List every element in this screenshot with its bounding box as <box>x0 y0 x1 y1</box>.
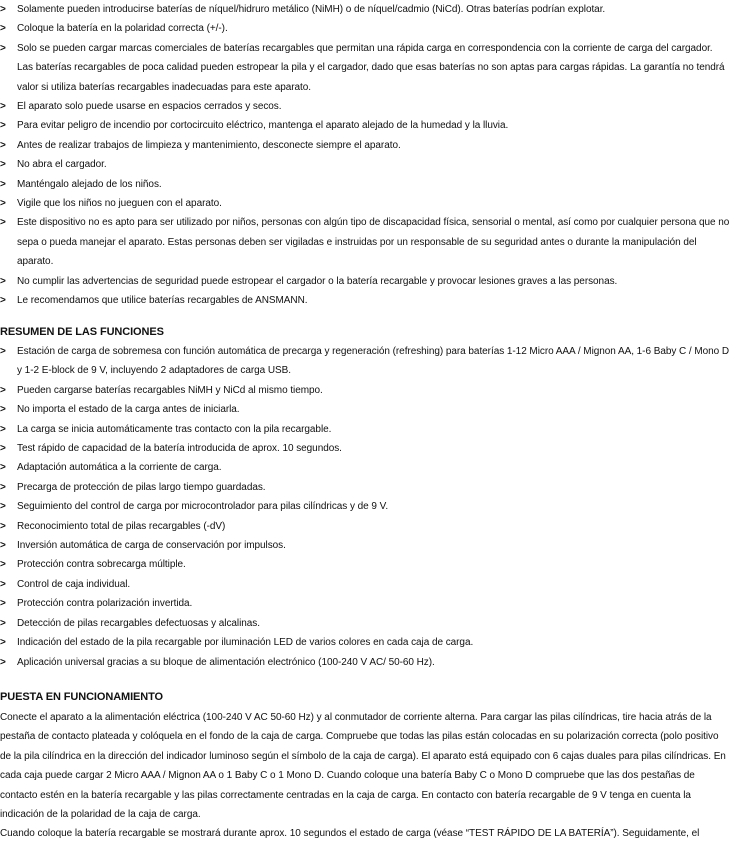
safety-item: > Solo se pueden cargar marcas comerciales de baterías recargables que permitan una rápida carga en correspondencia con la corriente de carga del cargador. Las baterías recargables de poca calidad pueden estropear la pila y el cargador, dado que esas baterías no son aptas para cargas rápidas. La garantía no tendrá valor si utiliza baterías recargables inadecuadas para este aparato. <box>0 39 731 97</box>
safety-item: > No cumplir las advertencias de seguridad puede estropear el cargador o la batería recargable y provocar lesiones graves a las personas. <box>0 272 731 291</box>
safety-item: > Solamente pueden introducirse baterías de níquel/hidruro metálico (NiMH) o de níquel/cadmio (NiCd). Otras baterías podrían explotar. <box>0 0 731 19</box>
function-item: > Reconocimiento total de pilas recargables (-dV) <box>0 517 731 536</box>
operation-body <box>0 708 731 841</box>
safety-instructions-list <box>0 0 731 311</box>
function-item: > Detección de pilas recargables defectuosas y alcalinas. <box>0 614 731 633</box>
function-item: > No importa el estado de la carga antes de iniciarla. <box>0 400 731 419</box>
safety-item: > Manténgalo alejado de los niños. <box>0 175 731 194</box>
functions-list <box>0 342 731 672</box>
function-item: > Control de caja individual. <box>0 575 731 594</box>
function-item: > Estación de carga de sobremesa con función automática de precarga y regeneración (refreshing) para baterías 1-12 Micro AAA / Mignon AA, 1-6 Baby C / Mono D y 1-2 E-block de 9 V, incluyendo 2 adaptadores de carga USB. <box>0 342 731 381</box>
function-item: > Seguimiento del control de carga por microcontrolador para pilas cilíndricas y de 9 V. <box>0 497 731 516</box>
function-item: > Aplicación universal gracias a su bloque de alimentación electrónico (100-240 V AC/ 50-60 Hz). <box>0 653 731 672</box>
safety-item: > No abra el cargador. <box>0 155 731 174</box>
safety-item: > Le recomendamos que utilice baterías recargables de ANSMANN. <box>0 291 731 310</box>
function-item: > La carga se inicia automáticamente tras contacto con la pila recargable. <box>0 420 731 439</box>
function-item: > Indicación del estado de la pila recargable por iluminación LED de varios colores en cada caja de carga. <box>0 633 731 652</box>
safety-item: > Antes de realizar trabajos de limpieza y mantenimiento, desconecte siempre el aparato. <box>0 136 731 155</box>
safety-item: > Vigile que los niños no jueguen con el aparato. <box>0 194 731 213</box>
operation-paragraph: Conecte el aparato a la alimentación eléctrica (100-240 V AC 50-60 Hz) y al conmutador de corriente alterna. Para cargar las pilas cilíndricas, tire hacia atrás de la pestaña de contacto plateada y colóquela en el fondo de la caja de carga. Compruebe que todas las pilas están colocadas en su polarización correcta (polo positivo de la pila cilíndrica en la dirección del indicador luminoso según el símbolo de la caja de carga). El aparato está equipado con 6 cajas duales para pilas cilíndricas. En cada caja puede cargar 2 Micro AAA / Mignon AA o 1 Baby C o 1 Mono D. Cuando coloque una batería Baby C o Mono D compruebe que las dos pestañas de contacto estén en la batería recargable y las pilas correctamente centradas en la caja de carga. En contacto con batería recargable de 9 V tenga en cuenta la indicación de la polaridad de la caja de carga. <box>0 712 726 821</box>
function-item: > Inversión automática de carga de conservación por impulsos. <box>0 536 731 555</box>
function-item: > Precarga de protección de pilas largo tiempo guardadas. <box>0 478 731 497</box>
function-item: > Test rápido de capacidad de la batería introducida de aprox. 10 segundos. <box>0 439 731 458</box>
safety-item: > El aparato solo puede usarse en espacios cerrados y secos. <box>0 97 731 116</box>
safety-item: > Para evitar peligro de incendio por cortocircuito eléctrico, mantenga el aparato alejado de la humedad y la lluvia. <box>0 116 731 135</box>
functions-heading: RESUMEN DE LAS FUNCIONES <box>0 326 164 338</box>
function-item: > Protección contra polarización invertida. <box>0 594 731 613</box>
safety-item: > Coloque la batería en la polaridad correcta (+/-). <box>0 19 731 38</box>
function-item: > Pueden cargarse baterías recargables NiMH y NiCd al mismo tiempo. <box>0 381 731 400</box>
function-item: > Adaptación automática a la corriente de carga. <box>0 458 731 477</box>
safety-item: > Este dispositivo no es apto para ser utilizado por niños, personas con algún tipo de discapacidad física, sensorial o mental, así como por cualquier persona que no sepa o pueda manejar el aparato. Estas personas deben ser vigiladas e instruidas por un responsable de su seguridad antes o durante la manipulación del aparato. <box>0 213 731 271</box>
operation-heading: PUESTA EN FUNCIONAMIENTO <box>0 691 164 703</box>
operation-paragraph: Cuando coloque la batería recargable se mostrará durante aprox. 10 segundos el estado de carga (véase “TEST RÁPIDO DE LA BATERÍA”). Seguidamente, el <box>0 828 700 840</box>
function-item: > Protección contra sobrecarga múltiple. <box>0 555 731 574</box>
